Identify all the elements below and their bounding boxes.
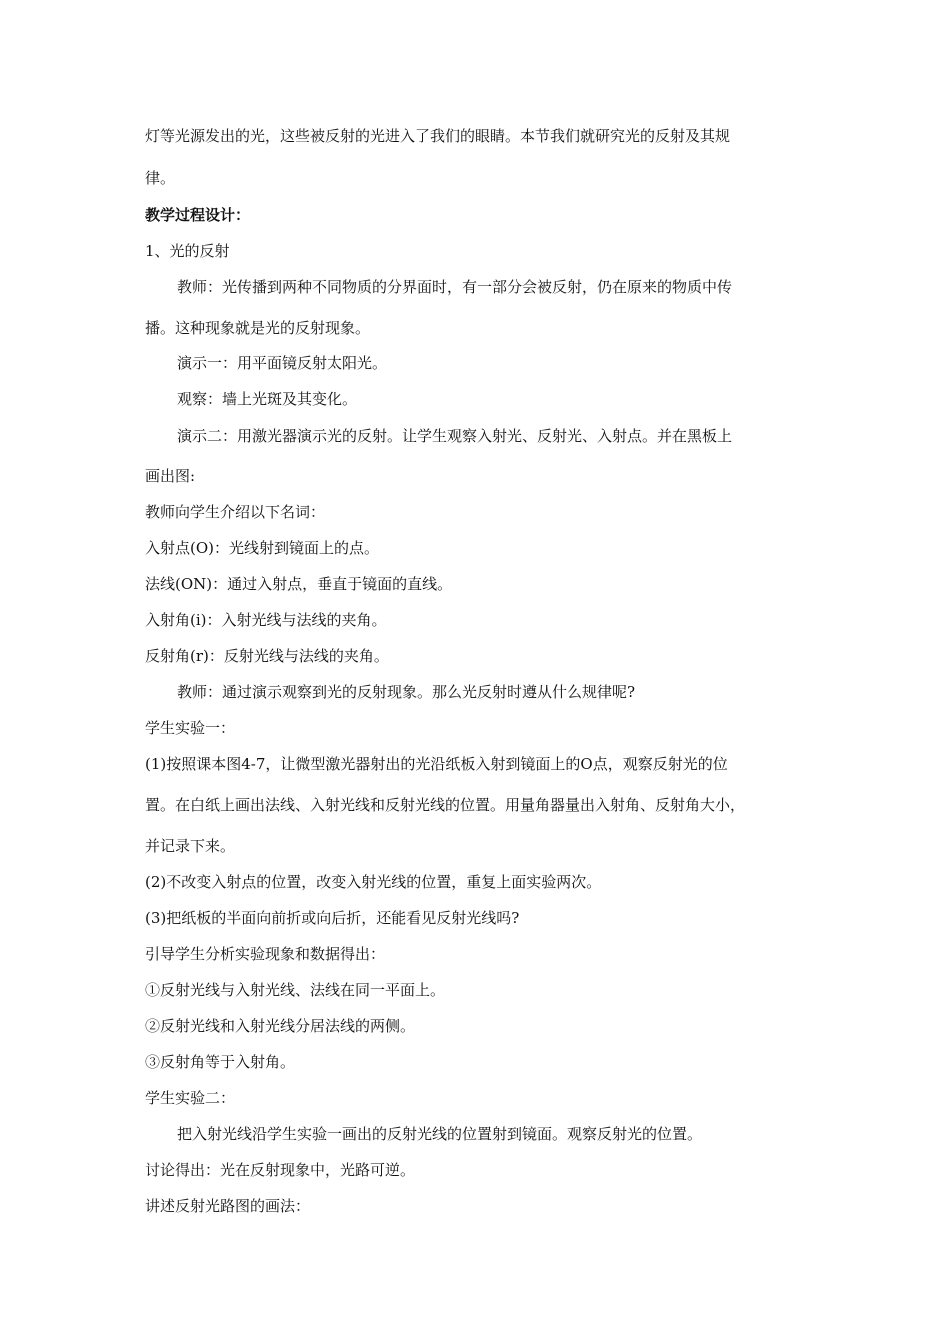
paragraph-line: (3)把纸板的半面向前折或向后折，还能看见反射光线吗?: [145, 909, 520, 927]
paragraph-line: 引导学生分析实验现象和数据得出：: [145, 945, 386, 963]
paragraph-line: 播。这种现象就是光的反射现象。: [145, 319, 371, 337]
paragraph-line: 画出图:: [145, 467, 196, 485]
list-item: ③反射角等于入射角。: [145, 1053, 296, 1071]
paragraph-line: 置。在白纸上画出法线、入射光线和反射光线的位置。用量角器量出入射角、反射角大小，: [145, 796, 746, 814]
paragraph-line: 讨论得出：光在反射现象中，光路可逆。: [145, 1161, 416, 1179]
paragraph-line: 教师向学生介绍以下名词：: [145, 503, 326, 521]
list-item: ①反射光线与入射光线、法线在同一平面上。: [145, 981, 446, 999]
section-heading: 教学过程设计：: [145, 206, 251, 224]
paragraph-line: 教师：光传播到两种不同物质的分界面时，有一部分会被反射，仍在原来的物质中传: [177, 278, 733, 296]
paragraph-line: 把入射光线沿学生实验一画出的反射光线的位置射到镜面。观察反射光的位置。: [177, 1125, 703, 1143]
subsection-heading: 1、光的反射: [145, 242, 230, 260]
term-definition: 反射角(r)：反射光线与法线的夹角。: [145, 647, 389, 665]
list-item: ②反射光线和入射光线分居法线的两侧。: [145, 1017, 416, 1035]
paragraph-line: 演示二：用激光器演示光的反射。让学生观察入射光、反射光、入射点。并在黑板上: [177, 427, 733, 445]
paragraph-line: 教师：通过演示观察到光的反射现象。那么光反射时遵从什么规律呢?: [177, 683, 636, 701]
term-definition: 入射点(O)：光线射到镜面上的点。: [145, 539, 380, 557]
term-definition: 法线(ON)：通过入射点，垂直于镜面的直线。: [145, 575, 453, 593]
paragraph-line: 演示一：用平面镜反射太阳光。: [177, 354, 388, 372]
paragraph-line: 观察：墙上光斑及其变化。: [177, 390, 358, 408]
term-definition: 入射角(i)：入射光线与法线的夹角。: [145, 611, 387, 629]
paragraph-line: (1)按照课本图4-7，让微型激光器射出的光沿纸板入射到镜面上的O点，观察反射光的位: [145, 755, 728, 773]
paragraph-line: 学生实验一：: [145, 719, 236, 737]
paragraph-line: 律。: [145, 169, 176, 187]
paragraph-line: 学生实验二：: [145, 1089, 236, 1107]
paragraph-line: 并记录下来。: [145, 837, 236, 855]
paragraph-line: 讲述反射光路图的画法：: [145, 1197, 311, 1215]
paragraph-line: (2)不改变入射点的位置，改变入射光线的位置，重复上面实验两次。: [145, 873, 602, 891]
paragraph-line: 灯等光源发出的光，这些被反射的光进入了我们的眼睛。本节我们就研究光的反射及其规: [145, 127, 731, 145]
